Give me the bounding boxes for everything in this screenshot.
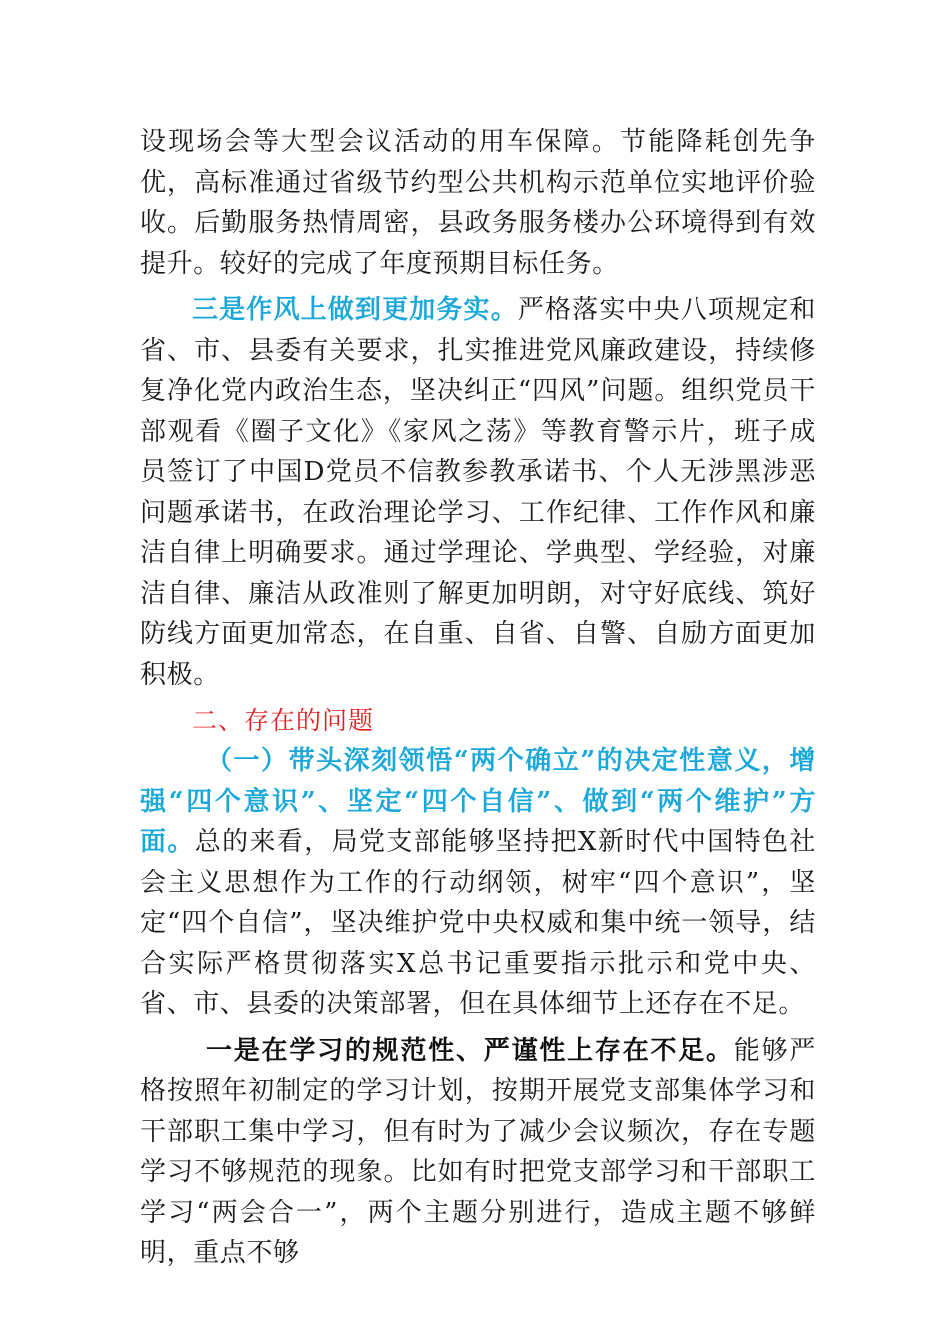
subsection-one-heading: （一）带头深刻领悟“两个确立”的决定性意义，增强“四个意识”、坚定“四个自信”、做到“两个维护”方面。 bbox=[140, 746, 816, 857]
subsection-one-body: 总的来看，局党支部能够坚持把X新时代中国特色社会主义思想作为工作的行动纲领，树牢“四个意识”，坚定“四个自信”，坚决维护党中央权威和集中统一领导，结合实际严格贯彻落实X总书记重要指示批示和党中央、省、市、县委的决策部署，但在具体细节上还存在不足。 bbox=[140, 827, 817, 1019]
subsection-one bbox=[140, 741, 816, 1025]
section-heading: 二、存在的问题 bbox=[192, 706, 375, 735]
paragraph-three-lead: 三是作风上做到更加务实。 bbox=[192, 295, 518, 325]
paragraph-intro bbox=[140, 122, 816, 284]
paragraph-three-body: 严格落实中央八项规定和省、市、县委有关要求，扎实推进党风廉政建设，持续修复净化党内政治生态，坚决纠正“四风”问题。组织党员干部观看《圈子文化》《家风之荡》等教育警示片，班子成员签订了中国D党员不信教参教承诺书、个人无涉黑涉恶问题承诺书，在政治理论学习、工作纪律、工作作风和廉洁自律上明确要求。通过学理论、学典型、学经验，对廉洁自律、廉洁从政准则了解更加明朗，对守好底线、筑好防线方面更加常态，在自重、自省、自警、自励方面更加积极。 bbox=[140, 295, 816, 690]
paragraph-one-body: 能够严格按照年初制定的学习计划，按期开展党支部集体学习和干部职工集中学习，但有时为了减少会议频次，存在专题学习不够规范的现象。比如有时把党支部学习和干部职工学习“两会合一”，两个主题分别进行，造成主题不够鲜明，重点不够 bbox=[140, 1035, 816, 1268]
paragraph-intro-text: 设现场会等大型会议活动的用车保障。节能降耗创先争优，高标准通过省级节约型公共机构示范单位实地评价验收。后勤服务热情周密，县政务服务楼办公环境得到有效提升。较好的完成了年度预期目标任务。 bbox=[140, 127, 816, 279]
paragraph-one-lead: 一是在学习的规范性、严谨性上存在不足。 bbox=[206, 1035, 734, 1066]
paragraph-one bbox=[140, 1031, 816, 1274]
paragraph-three bbox=[140, 290, 816, 695]
